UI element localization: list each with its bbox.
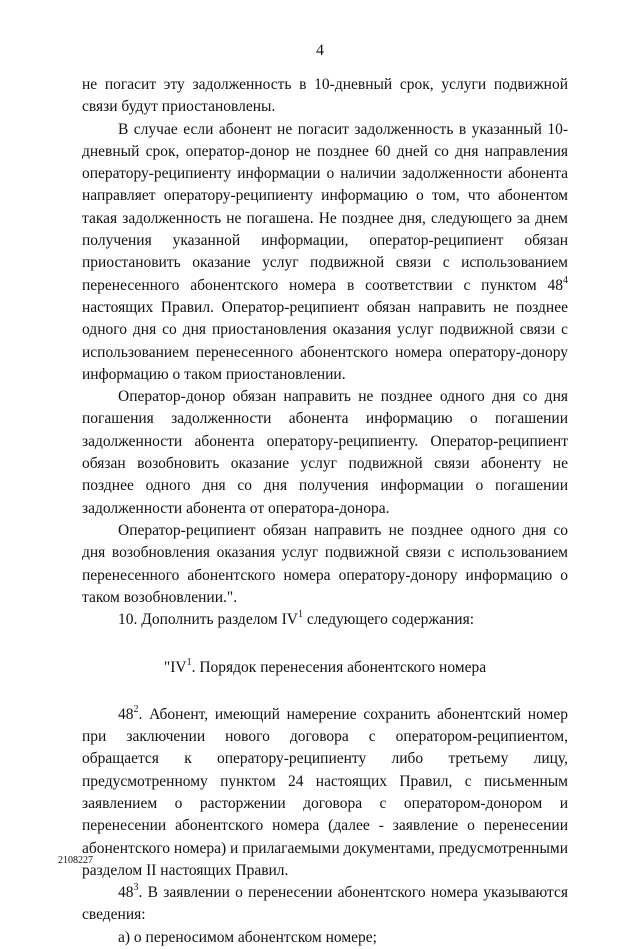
section-heading <box>82 657 568 679</box>
paragraph-48-3-number: 48 <box>118 884 134 902</box>
paragraph-48-3-superscript: 3 <box>133 881 139 893</box>
section-heading-text-b: . Порядок перенесения абонентского номера <box>191 659 487 677</box>
paragraph-48-2-text: . Абонент, имеющий намерение сохранить абонентский номер при заключении нового договора с оператором-реципиентом, обращается к оператору-реципиенту либо третьему лицу, предусмотренному пунктом 24 настоящих Правил, с письменным заявлением о расторжении договора с оператором-донором и перенесении абонентского номера (далее - заявление о перенесении абонентского номера) и прилагаемыми документами, предусмотренными разделом II настоящих Правил. <box>82 705 568 879</box>
page-number: 4 <box>316 42 324 59</box>
footer-code: 2108227 <box>58 855 93 866</box>
paragraph-4: Оператор-реципиент обязан направить не позднее одного дня со дня возобновления оказания услуг подвижной связи с использованием перенесенного абонентского номера оператору-донору информацию о таком возобновлении.". <box>82 521 568 606</box>
paragraph-2-superscript: 4 <box>563 274 568 286</box>
paragraph-1: не погасит эту задолженность в 10-дневный срок, услуги подвижной связи будут приостановлены. <box>82 76 568 116</box>
paragraph-48-3 <box>82 882 568 927</box>
paragraph-2-text-b: настоящих Правил. Оператор-реципиент обязан направить не позднее одного дня со дня приостановления оказания услуг подвижной связи с использованием перенесенного абонентского номера оператору-донору информацию о таком приостановлении. <box>82 298 568 383</box>
paragraph-5 <box>82 609 568 631</box>
list-item-a: а) о переносимом абонентском номере; <box>118 928 377 946</box>
section-heading-text-a: "IV <box>163 659 187 677</box>
paragraph-2 <box>82 119 568 387</box>
paragraph-48-2-superscript: 2 <box>133 703 139 715</box>
paragraph-48-3-text: . В заявлении о перенесении абонентского номера указываются сведения: <box>82 884 568 924</box>
paragraph-48-2-number: 48 <box>118 705 134 723</box>
paragraph-2-text-a: В случае если абонент не погасит задолженность в указанный 10-дневный срок, оператор-донор не позднее 60 дней со дня направления оператору-реципиенту информации о наличии задолженности абонента направляет оператору-реципиенту информацию о том, что абонентом такая задолженность не погашена. Не позднее дня, следующего за днем получения указанной информации, оператор-реципиент обязан приостановить оказание услуг подвижной связи с использованием перенесенного абонентского номера в соответствии с пунктом 48 <box>82 120 568 294</box>
section-heading-superscript: 1 <box>186 657 192 669</box>
document-body <box>82 74 568 949</box>
paragraph-3: Оператор-донор обязан направить не позднее одного дня со дня погашения задолженности абонента информацию о погашении задолженности абонента оператору-реципиенту. Оператор-реципиент обязан возобновить оказание услуг подвижной связи абоненту не позднее одного дня со дня получения информации о погашении задолженности абонента от оператора-донора. <box>82 388 568 517</box>
paragraph-48-2 <box>82 704 568 882</box>
paragraph-5-superscript: 1 <box>297 608 303 620</box>
paragraph-5-text-a: 10. Дополнить разделом IV <box>118 611 298 629</box>
paragraph-5-text-b: следующего содержания: <box>302 611 475 629</box>
